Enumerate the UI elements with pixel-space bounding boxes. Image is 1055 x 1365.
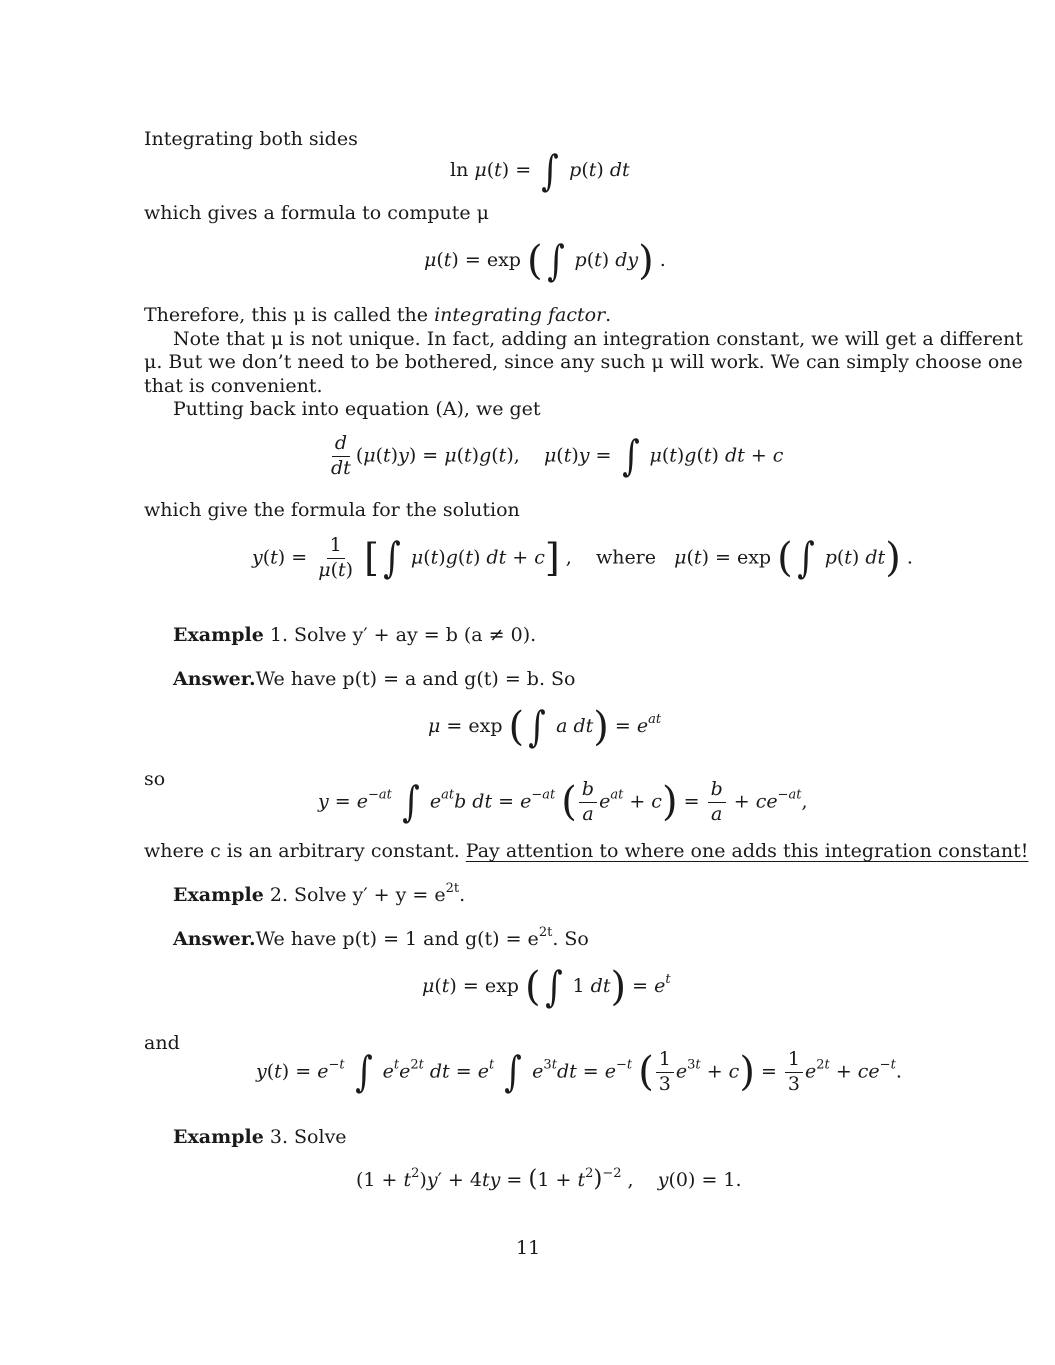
- text-formula-mu: which gives a formula to compute μ: [144, 202, 489, 224]
- equation-mu-exp: μ(t) = exp (∫ p(t) dy) .: [424, 236, 666, 285]
- answer-1-statement: Answer.We have p(t) = a and g(t) = b. So: [173, 668, 576, 690]
- equation-example2-y: $y(t) = e^{-t}$ ∫ $e^te^{2t}$ dt = $e^t$ ∫ $e^{3t}dt = e^{-t}$ ( $\frac{1}{3}$ $e^{3t} + c$) = $\frac{1}{3}$ $e^{2t} + ce^{-t}$.: [256, 1047, 902, 1097]
- example-2-statement: Example 2. Solve $y' + y = e^{2t}$.: [173, 881, 466, 906]
- text-so: so: [144, 768, 166, 790]
- equation-derivative: $\frac{d}{dt}$ (μ(t)y) = μ(t)g(t), μ(t)y = ∫ μ(t)g(t) dt + c: [331, 431, 784, 481]
- text-arbitrary-constant: where c is an arbitrary constant. Pay attention to where one adds this integration constant!: [144, 840, 1029, 862]
- paragraph-note-line-3: that is convenient.: [144, 375, 323, 397]
- equation-example3: $(1 + t^2)y' + 4ty = (1 + t^2)^{-2}$ , y(0) = 1.: [356, 1166, 742, 1192]
- paragraph-note-line-1: Note that μ is not unique. In fact, adding an integration constant, we will get a different: [173, 328, 1023, 350]
- equation-example1-mu: μ = exp (∫ a $dt) = e^{at}$: [428, 702, 662, 751]
- equation-ln-mu: ln μ(t) = ∫ p(t) dt: [450, 146, 630, 195]
- example-1-statement: Example 1. Solve y′ + ay = b (a ≠ 0).: [173, 624, 537, 646]
- text-integrating-factor: Therefore, this μ is called the integrating factor.: [144, 304, 612, 326]
- text-and: and: [144, 1032, 180, 1054]
- text-integrating-both-sides: Integrating both sides: [144, 128, 358, 150]
- equation-solution-formula: y(t) = $\frac{1}{\mu(t)}$ [∫ μ(t)g(t) dt + c] , where μ(t) = exp (∫ p(t) dt) .: [252, 533, 913, 583]
- equation-example2-mu: μ(t) = exp (∫ 1 $dt) = e^t$: [422, 962, 671, 1011]
- equation-example1-y: $y = e^{-at}$ ∫ $e^{at}b$ dt = $e^{-at}$ ( $\frac{b}{a}$ $e^{at} + c$) = $\frac{b}{a}$ + $ce^{-at}$,: [318, 777, 808, 827]
- paragraph-note-line-2: μ. But we don’t need to be bothered, since any such μ will work. We can simply choose one: [144, 351, 1023, 373]
- page-number: 11: [516, 1237, 541, 1259]
- paragraph-putting-back: Putting back into equation (A), we get: [173, 398, 541, 420]
- answer-2-statement: Answer.We have p(t) = 1 and $g(t) = e^{2t}$. So: [173, 925, 589, 950]
- text-formula-solution: which give the formula for the solution: [144, 499, 520, 521]
- example-3-statement: Example 3. Solve: [173, 1126, 347, 1148]
